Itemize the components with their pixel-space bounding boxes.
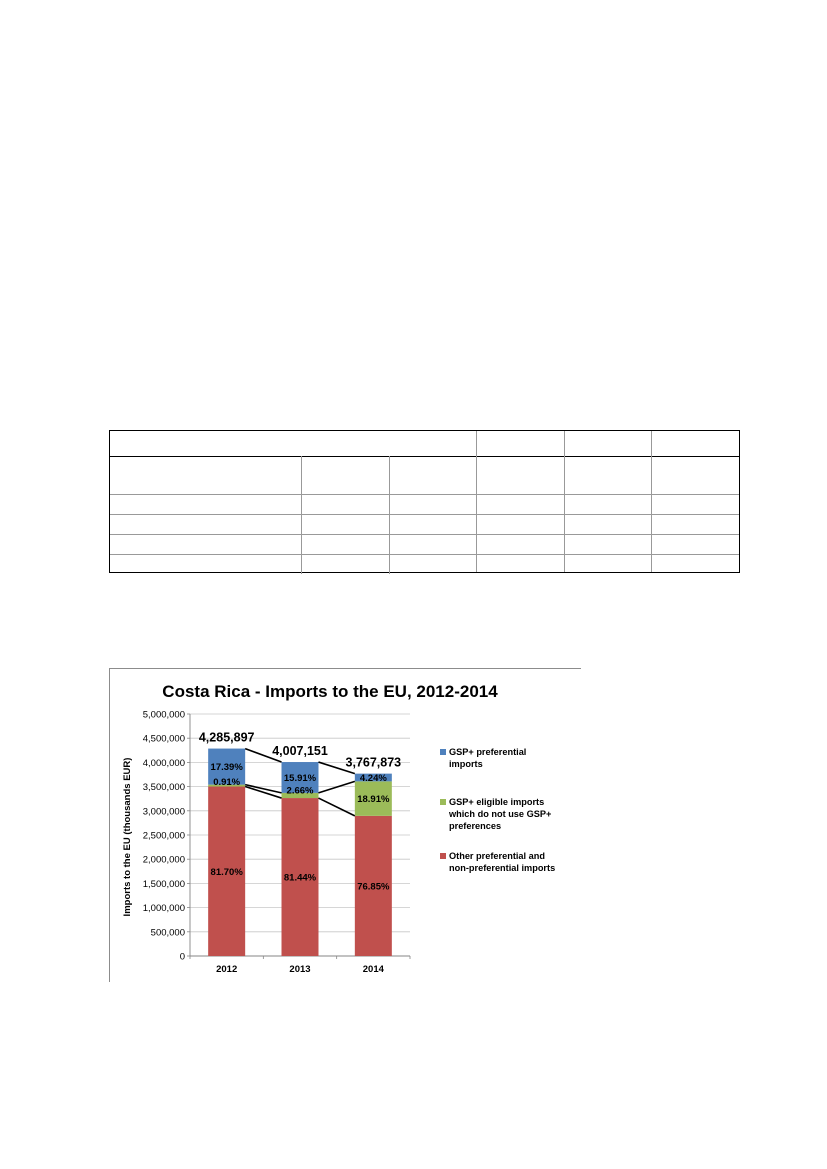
legend <box>440 747 555 873</box>
y-tick-label: 3,500,000 <box>142 782 185 794</box>
table-row-divider <box>110 534 739 535</box>
total-label: 4,007,151 <box>272 744 328 759</box>
stacked-bar-chart <box>110 669 582 983</box>
y-tick-label: 2,000,000 <box>142 854 185 866</box>
legend-label: non-preferential imports <box>449 863 556 873</box>
table-col-divider <box>301 456 302 574</box>
x-tick-label: 2012 <box>216 964 238 975</box>
chart-title: Costa Rica - Imports to the EU, 2012-2014 <box>162 682 498 701</box>
y-tick-label: 2,500,000 <box>142 830 185 842</box>
y-tick-label: 1,000,000 <box>142 903 185 915</box>
legend-label: preferences <box>449 821 502 831</box>
y-tick-label: 500,000 <box>150 927 185 939</box>
x-tick-label: 2014 <box>362 964 384 975</box>
segment-label: 18.91% <box>357 794 390 806</box>
table-row-divider <box>110 494 739 495</box>
x-tick-label: 2013 <box>289 964 311 975</box>
chart-frame <box>109 668 581 982</box>
table-row-divider <box>110 456 739 457</box>
y-tick-label: 4,500,000 <box>142 733 185 745</box>
series-connector-line <box>319 781 355 793</box>
segment-label: 0.91% <box>213 777 241 789</box>
segment-label: 76.85% <box>357 881 390 893</box>
segment-label: 81.70% <box>210 866 243 878</box>
total-label: 4,285,897 <box>198 730 255 745</box>
y-tick-label: 4,000,000 <box>142 757 185 769</box>
table-col-divider <box>476 431 477 572</box>
segment-label: 15.91% <box>283 772 317 784</box>
y-axis-title: Imports to the EU (thousands EUR) <box>122 757 133 917</box>
legend-label: Other preferential and <box>449 851 545 861</box>
table-col-divider <box>389 456 390 574</box>
series-connector-line <box>319 798 355 816</box>
table-col-divider <box>564 431 565 572</box>
legend-label: GSP+ preferential <box>449 747 527 757</box>
y-tick-label: 0 <box>179 951 185 963</box>
y-tick-label: 5,000,000 <box>142 709 185 721</box>
legend-swatch <box>440 799 446 805</box>
legend-swatch <box>440 749 446 755</box>
legend-swatch <box>440 853 446 859</box>
table-row-divider <box>110 514 739 515</box>
table-col-divider <box>651 431 652 572</box>
y-tick-label: 3,000,000 <box>142 806 185 818</box>
legend-label: GSP+ eligible imports <box>449 797 545 807</box>
total-label: 3,767,873 <box>345 755 402 770</box>
table-row-divider <box>110 554 739 555</box>
segment-label: 81.44% <box>283 872 317 884</box>
legend-label: imports <box>449 759 483 769</box>
segment-label: 4.24% <box>359 773 387 785</box>
segment-label: 2.66% <box>286 785 314 797</box>
legend-label: which do not use GSP+ <box>449 809 552 819</box>
empty-table <box>109 430 740 573</box>
segment-label: 17.39% <box>210 762 243 774</box>
y-tick-label: 1,500,000 <box>142 878 185 890</box>
